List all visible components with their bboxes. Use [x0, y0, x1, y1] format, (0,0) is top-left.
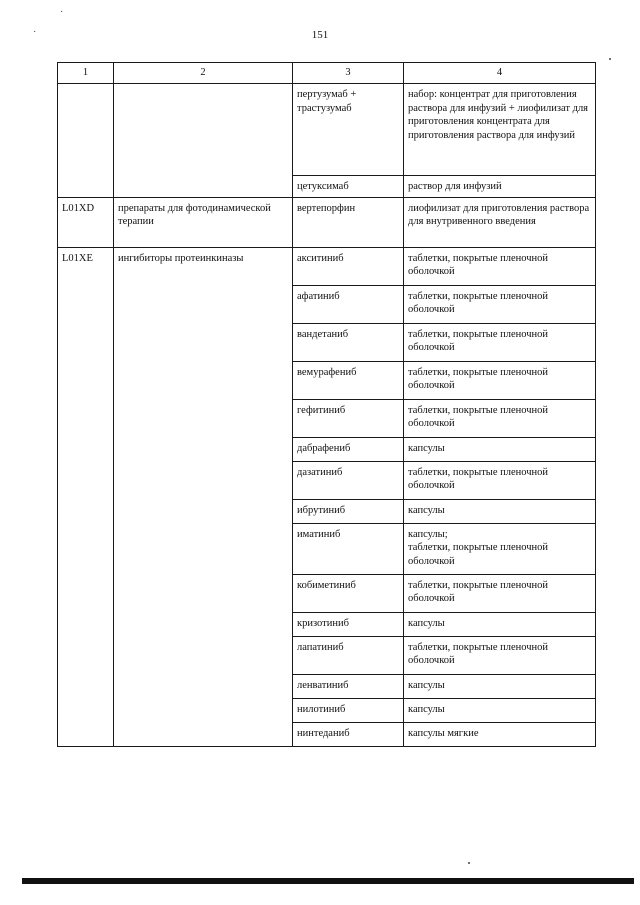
dosage-form-cell: капсулы — [404, 437, 596, 461]
drug-name-cell: ибрутиниб — [293, 499, 404, 523]
scan-dot-bottom — [468, 862, 470, 864]
dosage-form-cell: капсулы — [404, 499, 596, 523]
scan-dot-right — [609, 58, 611, 60]
drug-name-cell: вемурафениб — [293, 361, 404, 399]
drug-name-cell: ленватиниб — [293, 674, 404, 698]
page-number: 151 — [311, 29, 329, 41]
dosage-form-cell: таблетки, покрытые пленочной оболочкой — [404, 285, 596, 323]
atc-code-cell — [58, 84, 114, 198]
table-row — [58, 197, 596, 247]
drug-name-cell: нинтеданиб — [293, 722, 404, 746]
dosage-form-cell: капсулы — [404, 612, 596, 636]
drug-table — [57, 62, 596, 747]
dosage-form-cell: капсулы — [404, 674, 596, 698]
table-header-row — [58, 63, 596, 84]
drug-name-cell: нилотиниб — [293, 698, 404, 722]
drug-name-cell: иматиниб — [293, 523, 404, 574]
drug-name-cell: гефитиниб — [293, 399, 404, 437]
dosage-form-cell: таблетки, покрытые пленочной оболочкой — [404, 247, 596, 285]
dosage-form-cell: капсулы; таблетки, покрытые пленочной оболочкой — [404, 523, 596, 574]
table-row — [58, 84, 596, 176]
group-name-cell: препараты для фотодинамической терапии — [114, 197, 293, 247]
drug-name-cell: пертузумаб + трастузумаб — [293, 84, 404, 176]
drug-name-cell: афатиниб — [293, 285, 404, 323]
dosage-form-cell: таблетки, покрытые пленочной оболочкой — [404, 574, 596, 612]
drug-name-cell: дабрафениб — [293, 437, 404, 461]
scan-bottom-border — [22, 878, 634, 884]
drug-name-cell: вандетаниб — [293, 323, 404, 361]
dosage-form-cell: набор: концентрат для приготовления раствора для инфузий + лиофилизат для приготовления концентрата для приготовления раствора для инфузий — [404, 84, 596, 176]
drug-name-cell: лапатиниб — [293, 636, 404, 674]
drug-name-cell: акситиниб — [293, 247, 404, 285]
dosage-form-cell: таблетки, покрытые пленочной оболочкой — [404, 399, 596, 437]
scan-mark-left: ˙ — [33, 30, 37, 41]
header-col-3: 3 — [293, 63, 404, 84]
table-row — [58, 247, 596, 285]
dosage-form-cell: раствор для инфузий — [404, 176, 596, 198]
dosage-form-cell: капсулы — [404, 698, 596, 722]
dosage-form-cell: таблетки, покрытые пленочной оболочкой — [404, 461, 596, 499]
group-name-cell: ингибиторы протеинкиназы — [114, 247, 293, 746]
dosage-form-cell: таблетки, покрытые пленочной оболочкой — [404, 636, 596, 674]
header-col-4: 4 — [404, 63, 596, 84]
drug-name-cell: вертепорфин — [293, 197, 404, 247]
drug-name-cell: цетуксимаб — [293, 176, 404, 198]
drug-name-cell: кобиметиниб — [293, 574, 404, 612]
drug-name-cell: кризотиниб — [293, 612, 404, 636]
dosage-form-cell: таблетки, покрытые пленочной оболочкой — [404, 323, 596, 361]
drug-name-cell: дазатиниб — [293, 461, 404, 499]
dosage-form-cell: капсулы мягкие — [404, 722, 596, 746]
atc-code-cell: L01XE — [58, 247, 114, 746]
scan-mark-top: ˙ — [60, 10, 64, 21]
dosage-form-cell: таблетки, покрытые пленочной оболочкой — [404, 361, 596, 399]
group-name-cell — [114, 84, 293, 198]
header-col-2: 2 — [114, 63, 293, 84]
header-col-1: 1 — [58, 63, 114, 84]
dosage-form-cell: лиофилизат для приготовления раствора для внутривенного введения — [404, 197, 596, 247]
atc-code-cell: L01XD — [58, 197, 114, 247]
